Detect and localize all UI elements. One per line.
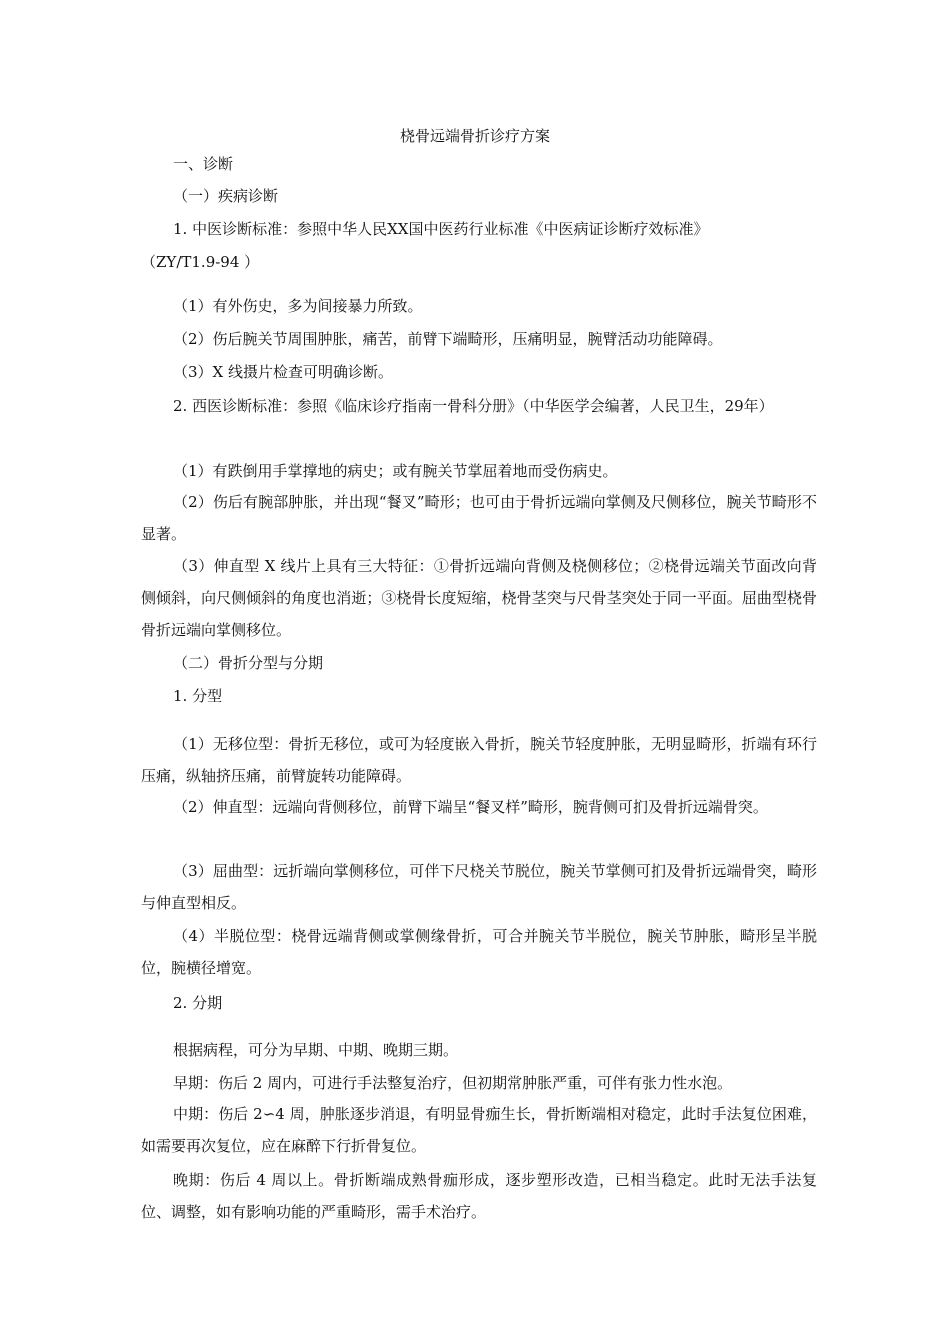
list-item: （3）屈曲型：远折端向掌侧移位，可伴下尺桡关节脱位，腕关节掌侧可扪及骨折远端骨突，畸形与伸直型相反。 [141,862,817,912]
paragraph-staging-intro: 根据病程，可分为早期、中期、晚期三期。 [173,1041,459,1059]
paragraph-western-criteria: 2. 西医诊断标准：参照《临床诊疗指南一骨科分册》（中华医学会编著，人民卫生，29年） [173,397,774,415]
subheading-classification: 1. 分型 [173,687,223,705]
list-item: （2）伸直型：远端向背侧移位，前臂下端呈“餐叉样”畸形，腕背侧可扪及骨折远端骨突。 [173,798,768,816]
list-item: （3）X 线摄片检查可明确诊断。 [173,363,393,381]
paragraph-tcm-criteria: 1. 中医诊断标准：参照中华人民XX国中医药行业标准《中医病证诊断疗效标准》 [173,220,709,238]
paragraph-early-stage: 早期：伤后 2 周内，可进行手法整复治疗，但初期常肿胀严重，可伴有张力性水泡。 [173,1074,733,1092]
subheading-staging: 2. 分期 [173,994,223,1012]
list-item: （2）伤后腕关节周围肿胀，痛苦，前臂下端畸形，压痛明显，腕臂活动功能障碍。 [173,330,723,348]
list-item: （1）无移位型：骨折无移位，或可为轻度嵌入骨折，腕关节轻度肿胀，无明显畸形，折端有环行压痛，纵轴挤压痛，前臂旋转功能障碍。 [141,735,817,785]
list-item: （3）伸直型 X 线片上具有三大特征：①骨折远端向背侧及桡侧移位；②桡骨远端关节面改向背侧倾斜，向尺侧倾斜的角度也消逝；③桡骨长度短缩，桡骨茎突与尺骨茎突处于同一平面。屈曲型桡骨骨折远端向掌侧移位。 [141,557,817,639]
list-item: （2）伤后有腕部肿胀，并出现“餐叉”畸形；也可由于骨折远端向掌侧及尺侧移位，腕关节畸形不显著。 [141,493,817,543]
list-item: （4）半脱位型：桡骨远端背侧或掌侧缘骨折，可合并腕关节半脱位，腕关节肿胀，畸形呈半脱位，腕横径增宽。 [141,927,817,977]
heading-diagnosis: 一、诊断 [173,155,234,173]
subheading-disease-diagnosis: （一）疾病诊断 [173,187,279,205]
list-item: （1）有跌倒用手掌撑地的病史；或有腕关节掌屈着地而受伤病史。 [173,462,618,480]
document-title: 桡骨远端骨折诊疗方案 [399,127,550,145]
list-item: （1）有外伤史，多为间接暴力所致。 [173,297,423,315]
paragraph-standard-code: （ZY/T1.9-94 ） [141,253,260,271]
paragraph-middle-stage: 中期：伤后 2∽4 周，肿胀逐步消退，有明显骨痂生长，骨折断端相对稳定，此时手法复位困难，如需要再次复位，应在麻醉下行折骨复位。 [141,1105,817,1155]
subheading-classification-staging: （二）骨折分型与分期 [173,654,324,672]
paragraph-late-stage: 晚期：伤后 4 周以上。骨折断端成熟骨痂形成，逐步塑形改造，已相当稳定。此时无法手法复位、调整，如有影响功能的严重畸形，需手术治疗。 [141,1171,817,1221]
